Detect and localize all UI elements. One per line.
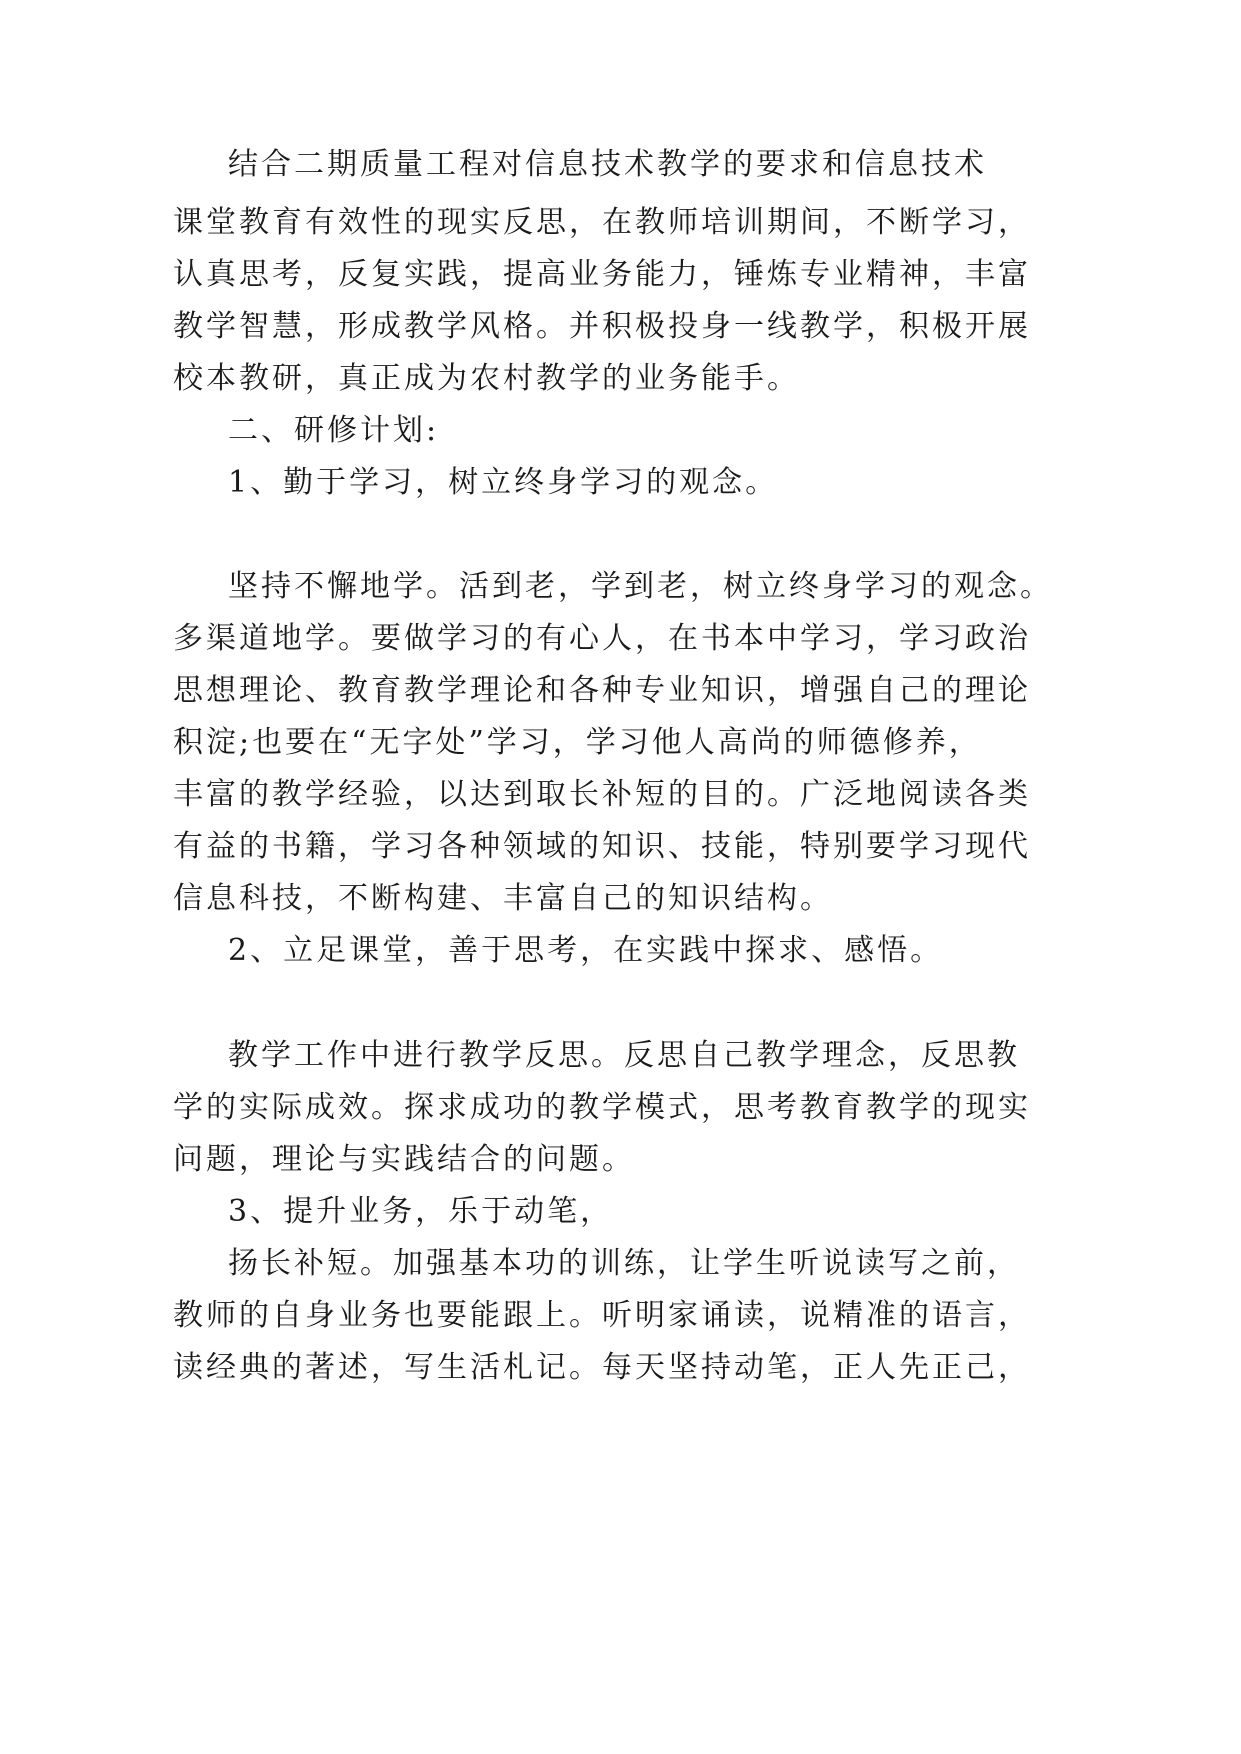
paragraph-line: 扬长补短。加强基本功的训练，让学生听说读写之前， — [228, 1246, 1020, 1281]
paragraph-line: 思想理论、教育教学理论和各种专业知识，增强自己的理论 — [173, 673, 1031, 708]
subsection-heading: 3、提升业务，乐于动笔， — [228, 1194, 614, 1229]
paragraph-line: 丰富的教学经验，以达到取长补短的目的。广泛地阅读各类 — [173, 777, 1031, 812]
subsection-heading: 2、立足课堂，善于思考，在实践中探求、感悟。 — [228, 933, 944, 968]
paragraph-line: 教学工作中进行教学反思。反思自己教学理念，反思教 — [228, 1038, 1020, 1073]
paragraph-line: 有益的书籍，学习各种领域的知识、技能，特别要学习现代 — [173, 829, 1031, 864]
paragraph-line: 学的实际成效。探求成功的教学模式，思考教育教学的现实 — [173, 1090, 1031, 1125]
section-heading: 二、研修计划: — [228, 413, 440, 448]
paragraph-line: 读经典的著述，写生活札记。每天坚持动笔，正人先正己， — [173, 1350, 1031, 1385]
paragraph-line: 坚持不懈地学。活到老，学到老，树立终身学习的观念。 — [228, 569, 1053, 604]
paragraph-line: 信息科技，不断构建、丰富自己的知识结构。 — [173, 881, 833, 916]
paragraph-line: 教学智慧，形成教学风格。并积极投身一线教学，积极开展 — [173, 309, 1031, 344]
paragraph-line: 校本教研，真正成为农村教学的业务能手。 — [173, 361, 800, 396]
paragraph-line: 积淀;也要在“无字处”学习，学习他人高尚的师德修养， — [173, 725, 982, 760]
paragraph-line: 课堂教育有效性的现实反思，在教师培训期间，不断学习， — [173, 205, 1031, 240]
paragraph-line: 结合二期质量工程对信息技术教学的要求和信息技术 — [228, 147, 987, 182]
paragraph-line: 教师的自身业务也要能跟上。听明家诵读，说精准的语言， — [173, 1298, 1031, 1333]
paragraph-line: 多渠道地学。要做学习的有心人，在书本中学习，学习政治 — [173, 621, 1031, 656]
paragraph-line: 问题，理论与实践结合的问题。 — [173, 1142, 635, 1177]
paragraph-line: 认真思考，反复实践，提高业务能力，锤炼专业精神，丰富 — [173, 257, 1031, 292]
subsection-heading: 1、勤于学习，树立终身学习的观念。 — [228, 465, 779, 500]
